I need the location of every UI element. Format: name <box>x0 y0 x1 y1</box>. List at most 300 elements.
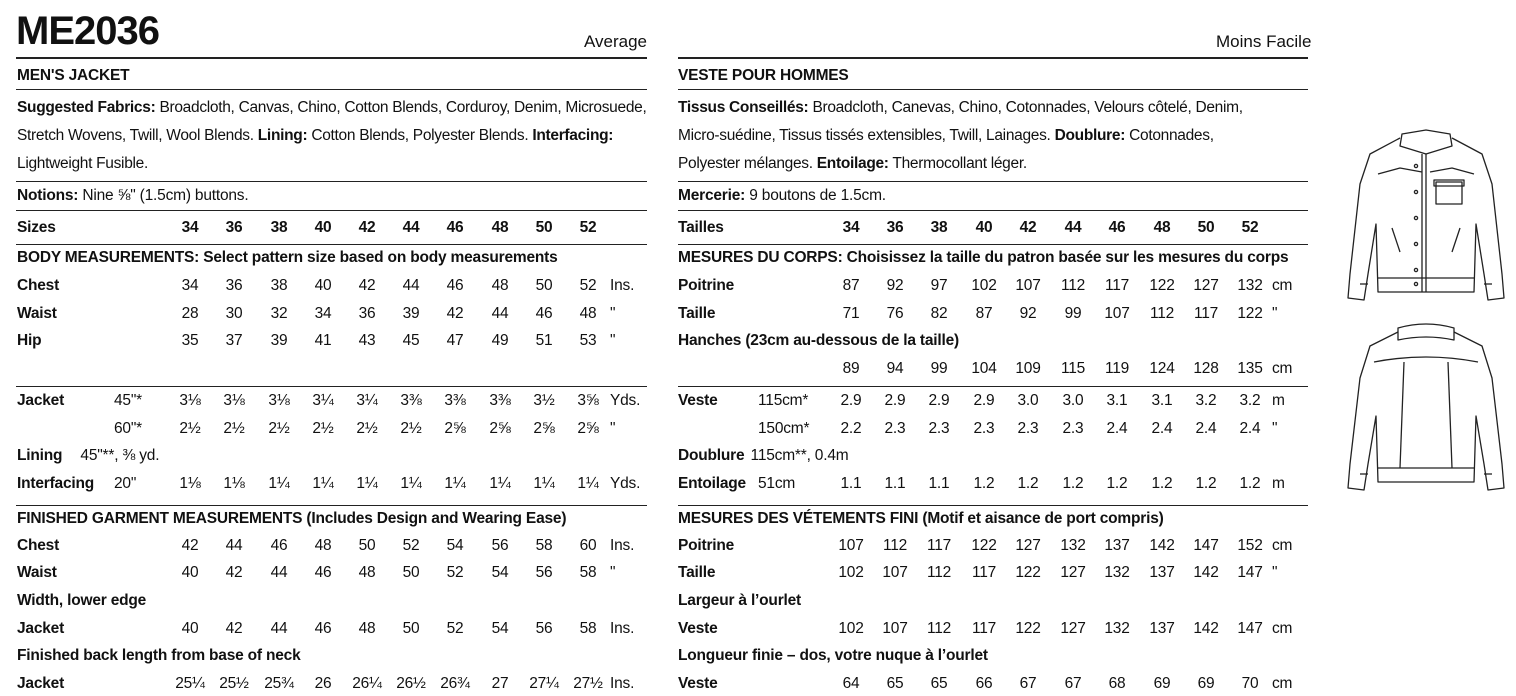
table-cell: 1.1 <box>928 475 950 492</box>
table-cell: 48 <box>579 305 597 322</box>
row-label-en: Interfacing <box>17 475 95 492</box>
table-cell: 25¾ <box>264 675 294 692</box>
table-cell: 65 <box>930 675 948 692</box>
table-cell: 87 <box>842 277 860 294</box>
size-header: 34 <box>181 219 199 236</box>
table-cell: 3½ <box>533 392 555 409</box>
unit-label: Ins. <box>610 537 635 554</box>
table-cell: 1¼ <box>489 475 511 492</box>
table-cell: 87 <box>975 305 993 322</box>
title-en: MEN'S JACKET <box>17 67 130 84</box>
table-cell: 26¼ <box>352 675 382 692</box>
rule <box>16 89 647 90</box>
unit-label: " <box>1272 305 1278 322</box>
table-cell: 40 <box>181 564 199 581</box>
table-cell: 52 <box>579 277 597 294</box>
table-cell: 99 <box>930 360 948 377</box>
table-cell: 43 <box>358 332 376 349</box>
table-cell: 115 <box>1060 360 1086 377</box>
table-cell: 2.3 <box>1017 420 1039 437</box>
table-cell: 109 <box>1015 360 1041 377</box>
notions-text-en: Nine ⅝" (1.5cm) buttons. <box>82 187 249 204</box>
table-cell: 1.2 <box>1151 475 1173 492</box>
fabrics-text-fr: Broadcloth, Canevas, Chino, Cotonnades, Velours côtelé, Denim, Micro-suédine, Tissus tissés extensibles, Twill, Lainages. <box>678 99 1243 144</box>
table-cell: 47 <box>446 332 464 349</box>
table-cell: 56 <box>535 564 553 581</box>
table-cell: 1¼ <box>400 475 422 492</box>
table-cell: 64 <box>842 675 860 692</box>
table-cell: 45 <box>402 332 420 349</box>
lining-label-fr: Doublure: <box>1054 127 1126 144</box>
table-cell: 2½ <box>223 420 245 437</box>
notions-label-en: Notions: <box>17 187 79 204</box>
table-cell: 46 <box>314 620 332 637</box>
table-cell: 3⅛ <box>223 392 245 409</box>
table-cell: 26 <box>314 675 332 692</box>
title-fr: VESTE POUR HOMMES <box>678 67 849 84</box>
table-cell: 107 <box>882 620 908 637</box>
table-cell: 107 <box>838 537 864 554</box>
table-cell: 3.0 <box>1017 392 1039 409</box>
table-cell: 137 <box>1104 537 1130 554</box>
table-cell: 2.3 <box>928 420 950 437</box>
table-cell: 46 <box>535 305 553 322</box>
unit-label: " <box>1272 564 1278 581</box>
table-cell: 107 <box>882 564 908 581</box>
table-cell: 137 <box>1149 620 1175 637</box>
row-label-en: Chest <box>17 277 60 294</box>
length-heading-fr: Longueur finie – dos, votre nuque à l’ourlet <box>678 647 988 664</box>
table-cell: 48 <box>314 537 332 554</box>
size-header: 42 <box>358 219 376 236</box>
fabrics-label-en: Suggested Fabrics: <box>17 99 156 116</box>
table-cell: 48 <box>491 277 509 294</box>
table-cell: 147 <box>1193 537 1219 554</box>
jacket-front-icon <box>1340 124 1512 306</box>
width-heading-en: Width, lower edge <box>17 592 147 609</box>
table-cell: 48 <box>358 620 376 637</box>
rule <box>678 57 1308 59</box>
table-cell: 42 <box>446 305 464 322</box>
table-cell: 2½ <box>268 420 290 437</box>
body-heading-fr: MESURES DU CORPS: Choisissez la taille du patron basée sur les mesures du corps <box>678 249 1289 266</box>
unit-label: cm <box>1272 675 1293 692</box>
finished-heading-fr: MESURES DES VÉTEMENTS FINI (Motif et aisance de port compris) <box>678 510 1164 527</box>
unit-label: " <box>610 305 616 322</box>
table-cell: 25½ <box>219 675 249 692</box>
size-header: 40 <box>975 219 993 236</box>
table-cell: 102 <box>838 564 864 581</box>
table-cell: 3¼ <box>356 392 378 409</box>
table-cell: 1¼ <box>312 475 334 492</box>
table-cell: 1¼ <box>533 475 555 492</box>
table-cell: 92 <box>886 277 904 294</box>
sizes-label-en: Sizes <box>17 219 56 236</box>
table-cell: 69 <box>1197 675 1215 692</box>
table-cell: 128 <box>1193 360 1219 377</box>
interfacing-label-en: Interfacing: <box>532 127 614 144</box>
table-cell: 58 <box>579 620 597 637</box>
table-cell: 112 <box>1060 277 1086 294</box>
table-cell: 25¼ <box>175 675 205 692</box>
table-cell: 40 <box>181 620 199 637</box>
table-cell: 1.1 <box>884 475 906 492</box>
rule <box>16 181 647 182</box>
rule <box>16 505 647 506</box>
table-cell: 3.1 <box>1106 392 1128 409</box>
table-cell: 135 <box>1237 360 1263 377</box>
table-cell: 2.4 <box>1106 420 1128 437</box>
table-cell: 2.3 <box>973 420 995 437</box>
lining-row-label-fr: Doublure <box>678 447 745 464</box>
table-cell: 28 <box>181 305 199 322</box>
table-cell: 67 <box>1019 675 1037 692</box>
notions-text-fr: 9 boutons de 1.5cm. <box>749 187 886 204</box>
table-cell: 76 <box>886 305 904 322</box>
interfacing-text-fr: Thermocollant léger. <box>892 155 1027 172</box>
size-header: 38 <box>270 219 288 236</box>
table-cell: 2.9 <box>973 392 995 409</box>
lining-row-text-en: 45"**, ⅜ yd. <box>80 447 160 464</box>
table-cell: 48 <box>358 564 376 581</box>
fabric-width-fr: 150cm* <box>758 420 810 437</box>
table-cell: 2½ <box>400 420 422 437</box>
table-cell: 1.1 <box>840 475 862 492</box>
table-cell: 1.2 <box>1017 475 1039 492</box>
unit-label: Ins. <box>610 675 635 692</box>
table-cell: 27 <box>491 675 509 692</box>
table-cell: 3⅛ <box>179 392 201 409</box>
table-cell: 92 <box>1019 305 1037 322</box>
fabric-width-en: 45"* <box>114 392 142 409</box>
table-cell: 102 <box>971 277 997 294</box>
table-cell: 2.4 <box>1195 420 1217 437</box>
table-cell: 32 <box>270 305 288 322</box>
table-cell: 46 <box>314 564 332 581</box>
table-cell: 2½ <box>312 420 334 437</box>
table-cell: 1.2 <box>1239 475 1261 492</box>
table-cell: 1.2 <box>1062 475 1084 492</box>
rule <box>678 386 1308 387</box>
table-cell: 42 <box>225 620 243 637</box>
table-cell: 1¼ <box>356 475 378 492</box>
table-cell: 107 <box>1015 277 1041 294</box>
rule <box>678 210 1308 211</box>
table-cell: 44 <box>225 537 243 554</box>
size-header: 34 <box>842 219 860 236</box>
unit-label: " <box>610 332 616 349</box>
table-cell: 42 <box>181 537 199 554</box>
unit-label: Ins. <box>610 277 635 294</box>
table-cell: 3⅝ <box>577 392 599 409</box>
table-cell: 50 <box>402 620 420 637</box>
hip-heading-fr: Hanches (23cm au-dessous de la taille) <box>678 332 959 349</box>
row-label-fr: Veste <box>678 675 718 692</box>
difficulty-level-fr: Moins Facile <box>1216 32 1312 51</box>
table-cell: 50 <box>358 537 376 554</box>
table-cell: 2½ <box>179 420 201 437</box>
length-heading-en: Finished back length from base of neck <box>17 647 301 664</box>
lining-row-fr <box>678 447 848 465</box>
table-cell: 3⅜ <box>489 392 511 409</box>
unit-label: cm <box>1272 620 1293 637</box>
table-cell: 54 <box>491 564 509 581</box>
table-cell: 2⅝ <box>489 420 511 437</box>
rule <box>16 210 647 211</box>
interfacing-label-fr: Entoilage: <box>816 155 889 172</box>
table-cell: 3.0 <box>1062 392 1084 409</box>
table-cell: 2.9 <box>840 392 862 409</box>
table-cell: 39 <box>270 332 288 349</box>
table-cell: 1¼ <box>268 475 290 492</box>
lining-row-en <box>17 447 159 465</box>
unit-label: " <box>1272 420 1278 437</box>
difficulty-level-en: Average <box>584 32 648 51</box>
table-cell: 41 <box>314 332 332 349</box>
table-cell: 52 <box>402 537 420 554</box>
size-header: 52 <box>579 219 597 236</box>
table-cell: 51 <box>535 332 553 349</box>
rule <box>678 181 1308 182</box>
table-cell: 122 <box>971 537 997 554</box>
table-cell: 54 <box>491 620 509 637</box>
table-cell: 1.2 <box>973 475 995 492</box>
table-cell: 3.2 <box>1239 392 1261 409</box>
unit-label: Ins. <box>610 620 635 637</box>
table-cell: 26½ <box>396 675 426 692</box>
size-header: 46 <box>1108 219 1126 236</box>
table-cell: 34 <box>181 277 199 294</box>
table-cell: 46 <box>270 537 288 554</box>
table-cell: 112 <box>926 620 952 637</box>
table-cell: 30 <box>225 305 243 322</box>
fabrics-label-fr: Tissus Conseillés: <box>678 99 809 116</box>
rule <box>16 386 647 387</box>
fabrics-fr <box>678 94 1268 178</box>
table-cell: 102 <box>838 620 864 637</box>
table-cell: 60 <box>579 537 597 554</box>
size-header: 44 <box>402 219 420 236</box>
table-cell: 3⅛ <box>268 392 290 409</box>
size-header: 40 <box>314 219 332 236</box>
rule <box>678 89 1308 90</box>
table-cell: 40 <box>314 277 332 294</box>
table-cell: 117 <box>1104 277 1130 294</box>
table-cell: 112 <box>1149 305 1175 322</box>
notions-fr <box>678 187 886 205</box>
table-cell: 46 <box>446 277 464 294</box>
table-cell: 119 <box>1104 360 1130 377</box>
table-cell: 132 <box>1237 277 1263 294</box>
row-label-en: Waist <box>17 564 57 581</box>
row-label-fr: Entoilage <box>678 475 746 492</box>
table-cell: 3¼ <box>312 392 334 409</box>
table-cell: 117 <box>1193 305 1219 322</box>
table-cell: 44 <box>491 305 509 322</box>
unit-label: m <box>1272 392 1285 409</box>
table-cell: 117 <box>971 564 997 581</box>
table-cell: 1⅛ <box>179 475 201 492</box>
pattern-code: ME2036 <box>16 9 159 53</box>
table-cell: 99 <box>1064 305 1082 322</box>
lining-text-en: Cotton Blends, Polyester Blends. <box>311 127 529 144</box>
fabric-width-en: 60"* <box>114 420 142 437</box>
table-cell: 53 <box>579 332 597 349</box>
interfacing-text-en: Lightweight Fusible. <box>17 155 148 172</box>
table-cell: 3.1 <box>1151 392 1173 409</box>
table-cell: 89 <box>842 360 860 377</box>
row-label-en: Jacket <box>17 675 65 692</box>
table-cell: 52 <box>446 564 464 581</box>
unit-label: m <box>1272 475 1285 492</box>
finished-heading-en: FINISHED GARMENT MEASUREMENTS (Includes Design and Wearing Ease) <box>17 510 567 527</box>
table-cell: 117 <box>971 620 997 637</box>
table-cell: 37 <box>225 332 243 349</box>
size-header: 50 <box>1197 219 1215 236</box>
table-cell: 39 <box>402 305 420 322</box>
table-cell: 65 <box>886 675 904 692</box>
row-label-fr: Taille <box>678 305 716 322</box>
table-cell: 36 <box>358 305 376 322</box>
table-cell: 122 <box>1237 305 1263 322</box>
table-cell: 122 <box>1149 277 1175 294</box>
unit-label: cm <box>1272 537 1293 554</box>
size-header: 48 <box>1153 219 1171 236</box>
table-cell: 58 <box>579 564 597 581</box>
rule <box>678 505 1308 506</box>
unit-label: Yds. <box>610 475 641 492</box>
unit-label: " <box>610 564 616 581</box>
table-cell: 1¼ <box>577 475 599 492</box>
table-cell: 82 <box>930 305 948 322</box>
row-label-fr: Poitrine <box>678 277 735 294</box>
unit-label: Yds. <box>610 392 641 409</box>
jacket-back-icon <box>1340 318 1512 496</box>
table-cell: 2.2 <box>840 420 862 437</box>
table-cell: 132 <box>1104 564 1130 581</box>
table-cell: 66 <box>975 675 993 692</box>
sizes-label-fr: Tailles <box>678 219 724 236</box>
table-cell: 1⅛ <box>223 475 245 492</box>
table-cell: 3⅜ <box>400 392 422 409</box>
table-cell: 58 <box>535 537 553 554</box>
table-cell: 67 <box>1064 675 1082 692</box>
lining-label-en: Lining: <box>257 127 308 144</box>
table-cell: 49 <box>491 332 509 349</box>
size-header: 46 <box>446 219 464 236</box>
table-cell: 104 <box>971 360 997 377</box>
table-cell: 69 <box>1153 675 1171 692</box>
table-cell: 2.9 <box>884 392 906 409</box>
fabric-width-fr: 115cm* <box>758 392 809 409</box>
table-cell: 27¼ <box>529 675 559 692</box>
size-header: 52 <box>1241 219 1259 236</box>
fabric-width-en: 20" <box>114 475 137 492</box>
table-cell: 127 <box>1060 564 1086 581</box>
row-label-fr: Veste <box>678 620 718 637</box>
table-cell: 137 <box>1149 564 1175 581</box>
notions-en <box>17 187 248 205</box>
table-cell: 56 <box>491 537 509 554</box>
row-label-fr: Taille <box>678 564 716 581</box>
size-header: 38 <box>930 219 948 236</box>
table-cell: 3⅜ <box>444 392 466 409</box>
row-label-fr: Veste <box>678 392 718 409</box>
table-cell: 152 <box>1237 537 1263 554</box>
table-cell: 132 <box>1060 537 1086 554</box>
table-cell: 124 <box>1149 360 1175 377</box>
table-cell: 1.2 <box>1106 475 1128 492</box>
table-cell: 94 <box>886 360 904 377</box>
rule <box>678 244 1308 245</box>
table-cell: 147 <box>1237 564 1263 581</box>
table-cell: 2.3 <box>1062 420 1084 437</box>
table-cell: 127 <box>1015 537 1041 554</box>
table-cell: 142 <box>1193 620 1219 637</box>
lining-text-fr: Cotonnades, Polyester mélanges. <box>678 127 1214 172</box>
lining-row-label-en: Lining <box>17 447 63 464</box>
table-cell: 56 <box>535 620 553 637</box>
table-cell: 70 <box>1241 675 1259 692</box>
table-cell: 2⅝ <box>577 420 599 437</box>
table-cell: 117 <box>926 537 952 554</box>
table-cell: 34 <box>314 305 332 322</box>
table-cell: 2.4 <box>1239 420 1261 437</box>
table-cell: 35 <box>181 332 199 349</box>
size-header: 42 <box>1019 219 1037 236</box>
table-cell: 122 <box>1015 620 1041 637</box>
table-cell: 71 <box>842 305 860 322</box>
body-heading-en: BODY MEASUREMENTS: Select pattern size based on body measurements <box>17 249 558 266</box>
table-cell: 112 <box>882 537 908 554</box>
table-cell: 107 <box>1104 305 1130 322</box>
row-label-fr: Poitrine <box>678 537 735 554</box>
row-label-en: Chest <box>17 537 60 554</box>
table-cell: 44 <box>402 277 420 294</box>
rule <box>16 244 647 245</box>
fabrics-text-en: Broadcloth, Canvas, Chino, Cotton Blends, Corduroy, Denim, Microsuede, Stretch Wovens, Twill, Wool Blends. <box>17 99 647 144</box>
size-header: 36 <box>886 219 904 236</box>
table-cell: 2.3 <box>884 420 906 437</box>
table-cell: 132 <box>1104 620 1130 637</box>
table-cell: 50 <box>402 564 420 581</box>
notions-label-fr: Mercerie: <box>678 187 746 204</box>
size-header: 50 <box>535 219 553 236</box>
table-cell: 127 <box>1060 620 1086 637</box>
row-label-en: Jacket <box>17 392 65 409</box>
table-cell: 112 <box>926 564 952 581</box>
table-cell: 42 <box>358 277 376 294</box>
table-cell: 122 <box>1015 564 1041 581</box>
table-cell: 2.9 <box>928 392 950 409</box>
table-cell: 38 <box>270 277 288 294</box>
table-cell: 44 <box>270 564 288 581</box>
unit-label: cm <box>1272 360 1293 377</box>
table-cell: 1.2 <box>1195 475 1217 492</box>
table-cell: 36 <box>225 277 243 294</box>
unit-label: cm <box>1272 277 1293 294</box>
table-cell: 2⅝ <box>533 420 555 437</box>
table-cell: 127 <box>1193 277 1219 294</box>
table-cell: 3.2 <box>1195 392 1217 409</box>
table-cell: 142 <box>1149 537 1175 554</box>
table-cell: 54 <box>446 537 464 554</box>
table-cell: 2.4 <box>1151 420 1173 437</box>
table-cell: 27½ <box>573 675 603 692</box>
table-cell: 26¾ <box>440 675 470 692</box>
lining-row-text-fr: 115cm**, 0.4m <box>750 447 849 464</box>
table-cell: 142 <box>1193 564 1219 581</box>
